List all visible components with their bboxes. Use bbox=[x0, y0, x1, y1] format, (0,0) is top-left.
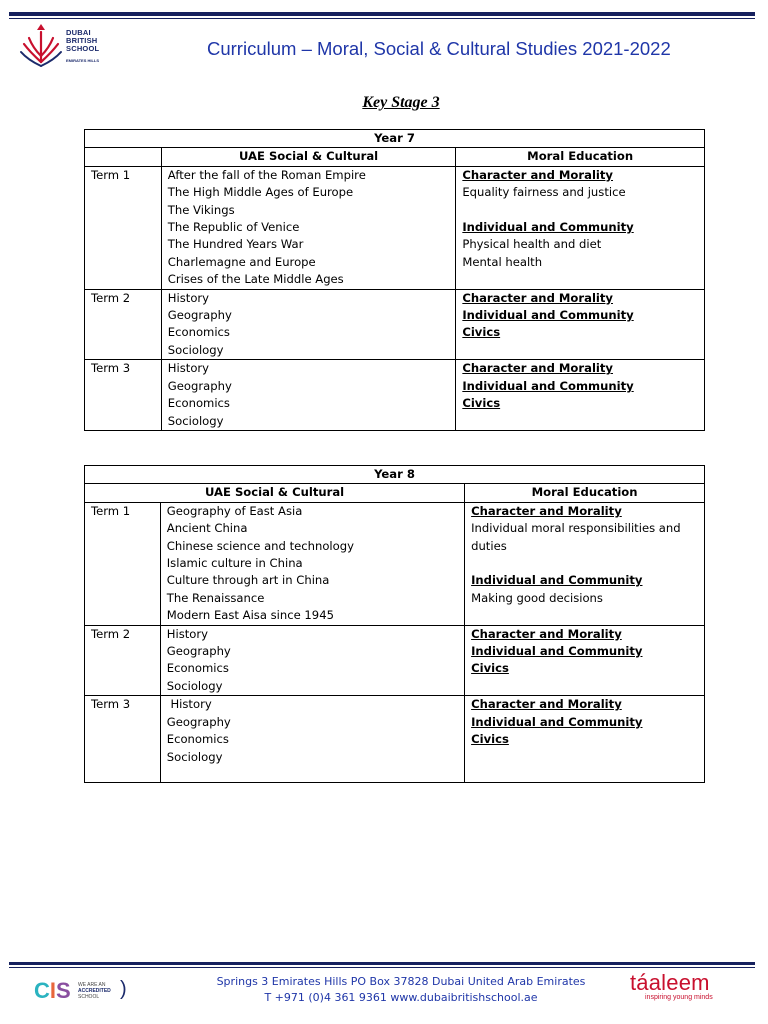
topic-item: Geography bbox=[166, 714, 231, 729]
key-stage-heading: Key Stage 3 bbox=[362, 94, 440, 111]
term-label: Term 1 bbox=[85, 166, 162, 289]
topic-item: History bbox=[166, 626, 209, 641]
year7-table bbox=[84, 129, 705, 431]
table-row bbox=[85, 625, 705, 696]
column-header-moral: Moral Education bbox=[456, 148, 705, 166]
topic-item: Charlemagne and Europe bbox=[167, 254, 316, 269]
empty-header-cell bbox=[85, 148, 162, 166]
moral-heading: Civics bbox=[462, 325, 501, 340]
topic-item: Economics bbox=[167, 325, 230, 340]
topic-item: Sociology bbox=[166, 678, 223, 693]
logo-subtitle: EMIRATES HILLS bbox=[66, 58, 100, 63]
header-rule bbox=[9, 12, 755, 16]
topic-item: The High Middle Ages of Europe bbox=[167, 185, 354, 200]
topic-item: The Republic of Venice bbox=[167, 220, 300, 235]
document-title: Curriculum – Moral, Social & Cultural Studies 2021-2022 bbox=[207, 38, 671, 59]
cis-bracket-icon: ) bbox=[120, 978, 127, 1000]
term-label: Term 3 bbox=[85, 696, 161, 783]
moral-item: Mental health bbox=[462, 254, 543, 269]
footer-address: Springs 3 Emirates Hills PO Box 37828 Dubai United Arab Emirates bbox=[216, 975, 586, 988]
moral-heading: Civics bbox=[462, 396, 501, 411]
footer-rule-thin bbox=[9, 967, 755, 968]
topic-item: Geography of East Asia bbox=[166, 503, 303, 518]
moral-heading: Character and Morality bbox=[462, 167, 613, 182]
column-header-social: UAE Social & Cultural bbox=[85, 484, 465, 502]
moral-heading: Character and Morality bbox=[471, 697, 622, 712]
moral-item: Equality fairness and justice bbox=[462, 185, 626, 200]
topic-item: Ancient China bbox=[166, 521, 248, 536]
moral-item: Physical health and diet bbox=[462, 237, 602, 252]
topic-item: Crises of the Late Middle Ages bbox=[167, 272, 344, 287]
table-row bbox=[85, 166, 705, 289]
moral-item: Individual moral responsibilities and bbox=[471, 521, 681, 536]
logo-line: SCHOOL bbox=[66, 44, 100, 53]
moral-heading: Civics bbox=[471, 661, 509, 676]
year8-table bbox=[84, 465, 705, 783]
topic-item: Culture through art in China bbox=[166, 573, 330, 588]
social-topics bbox=[160, 625, 464, 696]
moral-heading: Individual and Community bbox=[462, 378, 634, 393]
term-label: Term 2 bbox=[85, 625, 161, 696]
topic-item: History bbox=[167, 290, 210, 305]
social-topics bbox=[160, 502, 464, 625]
topic-item: Economics bbox=[166, 661, 229, 676]
logo-line: BRITISH bbox=[66, 36, 98, 45]
topic-item: Islamic culture in China bbox=[166, 556, 303, 571]
header-rule-thin bbox=[9, 18, 755, 19]
cis-logo-text: CIS bbox=[34, 978, 71, 1003]
cis-caption: SCHOOL bbox=[78, 994, 100, 1000]
topic-item: Geography bbox=[167, 378, 232, 393]
table-row bbox=[85, 289, 705, 360]
social-topics bbox=[161, 289, 456, 360]
social-topics bbox=[161, 360, 456, 431]
moral-heading: Character and Morality bbox=[462, 361, 613, 376]
school-crest-icon bbox=[18, 22, 64, 68]
logo-line: DUBAI bbox=[66, 28, 91, 37]
moral-heading: Individual and Community bbox=[462, 308, 634, 323]
social-topics bbox=[161, 166, 456, 289]
footer-contact: T +971 (0)4 361 9361 www.dubaibritishschool.ae bbox=[264, 991, 538, 1004]
topic-item: Geography bbox=[167, 308, 232, 323]
year-title: Year 7 bbox=[85, 130, 705, 148]
moral-item: duties bbox=[471, 538, 507, 553]
table-row bbox=[85, 696, 705, 783]
topic-item: Sociology bbox=[167, 413, 224, 428]
cis-caption: WE ARE AN bbox=[78, 982, 106, 988]
topic-item: Chinese science and technology bbox=[166, 538, 354, 553]
topic-item: Economics bbox=[167, 396, 230, 411]
table-row bbox=[85, 360, 705, 431]
topic-item: The Renaissance bbox=[166, 590, 265, 605]
topic-item: Geography bbox=[166, 644, 231, 659]
taaleem-tagline: inspiring young minds bbox=[645, 994, 713, 1001]
term-label: Term 3 bbox=[85, 360, 162, 431]
moral-topics bbox=[465, 502, 705, 625]
year-title: Year 8 bbox=[85, 466, 705, 484]
table-row bbox=[85, 502, 705, 625]
moral-topics bbox=[465, 696, 705, 783]
topic-item: History bbox=[166, 697, 212, 712]
moral-heading: Individual and Community bbox=[462, 220, 634, 235]
moral-topics bbox=[456, 289, 705, 360]
topic-item: The Vikings bbox=[167, 202, 235, 217]
cis-caption: ACCREDITED bbox=[78, 988, 111, 994]
social-topics bbox=[160, 696, 464, 783]
school-logo bbox=[18, 22, 118, 68]
moral-heading: Civics bbox=[471, 732, 509, 747]
moral-topics bbox=[465, 625, 705, 696]
topic-item: After the fall of the Roman Empire bbox=[167, 167, 366, 182]
taaleem-logo: táaleem bbox=[630, 970, 710, 995]
column-header-social: UAE Social & Cultural bbox=[161, 148, 456, 166]
moral-heading: Character and Morality bbox=[471, 626, 622, 641]
topic-item: Sociology bbox=[167, 342, 224, 357]
moral-heading: Individual and Community bbox=[471, 573, 643, 588]
moral-topics bbox=[456, 166, 705, 289]
topic-item: Sociology bbox=[166, 749, 223, 764]
column-header-moral: Moral Education bbox=[465, 484, 705, 502]
moral-heading: Character and Morality bbox=[462, 290, 613, 305]
term-label: Term 1 bbox=[85, 502, 161, 625]
moral-topics bbox=[456, 360, 705, 431]
moral-heading: Individual and Community bbox=[471, 714, 643, 729]
term-label: Term 2 bbox=[85, 289, 162, 360]
moral-item: Making good decisions bbox=[471, 590, 603, 605]
moral-heading: Individual and Community bbox=[471, 644, 643, 659]
footer-rule bbox=[9, 962, 755, 965]
topic-item: Modern East Aisa since 1945 bbox=[166, 608, 334, 623]
topic-item: Economics bbox=[166, 732, 229, 747]
topic-item: History bbox=[167, 361, 210, 376]
topic-item: The Hundred Years War bbox=[167, 237, 304, 252]
moral-heading: Character and Morality bbox=[471, 503, 622, 518]
